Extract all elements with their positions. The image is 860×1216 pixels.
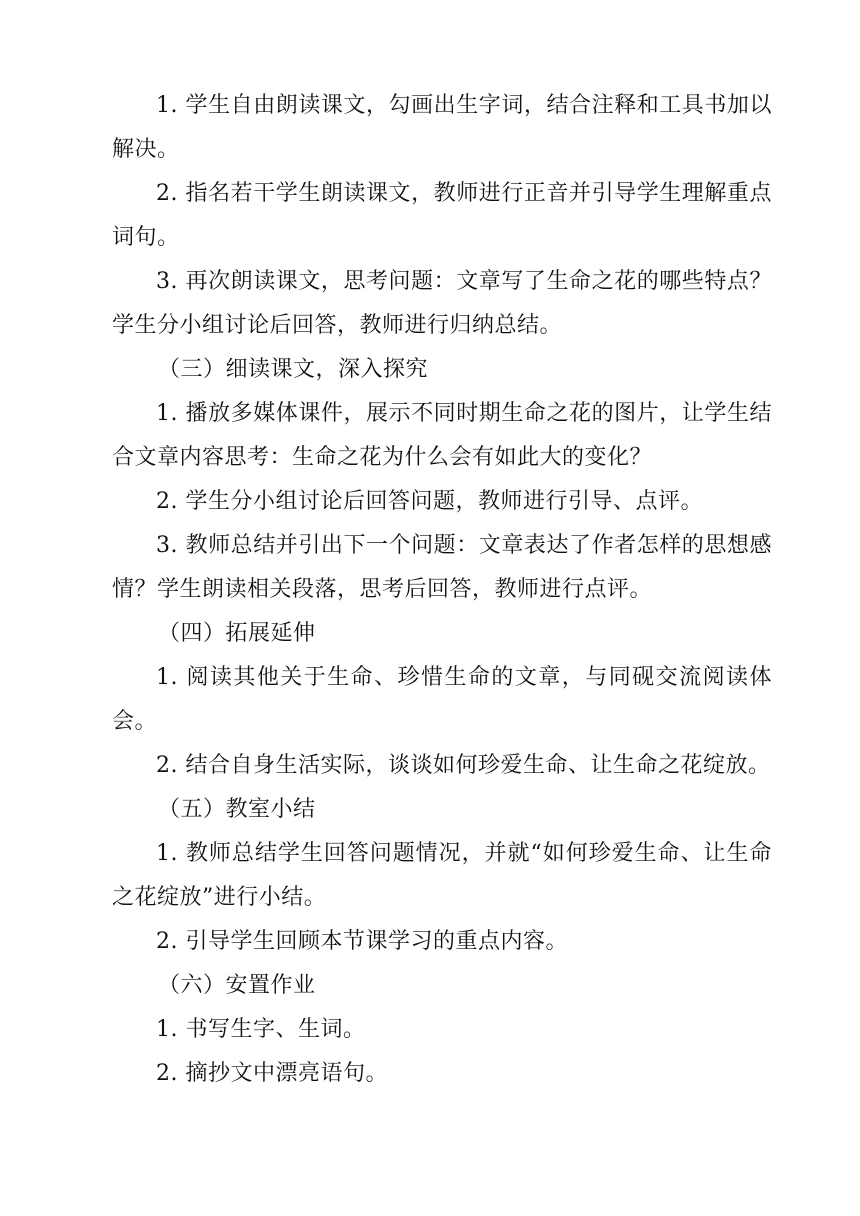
paragraph-reading-2: 2. 指名若干学生朗读课文，教师进行正音并引导学生理解重点词句。 — [112, 181, 772, 250]
section-heading-4: （四）拓展延伸 — [158, 621, 316, 646]
paragraph-explore-3: 3. 教师总结并引出下一个问题：文章表达了作者怎样的思想感情？学生朗读相关段落，思考后回答，教师进行点评。 — [112, 533, 772, 602]
paragraph-extend-2: 2. 结合自身生活实际，谈谈如何珍爱生命、让生命之花绽放。 — [156, 753, 771, 778]
document-body — [112, 84, 772, 1096]
paragraph-summary-1: 1. 教师总结学生回答问题情况，并就“如何珍爱生命、让生命之花绽放”进行小结。 — [112, 841, 772, 910]
section-heading-3: （三）细读课文，深入探究 — [158, 357, 429, 382]
paragraph-homework-2: 2. 摘抄文中漂亮语句。 — [156, 1061, 388, 1086]
paragraph-reading-1: 1. 学生自由朗读课文，勾画出生字词，结合注释和工具书加以解决。 — [112, 93, 772, 162]
section-heading-6: （六）安置作业 — [158, 973, 316, 998]
paragraph-explore-2: 2. 学生分小组讨论后回答问题，教师进行引导、点评。 — [156, 489, 703, 514]
paragraph-summary-2: 2. 引导学生回顾本节课学习的重点内容。 — [156, 929, 568, 954]
paragraph-extend-1: 1. 阅读其他关于生命、珍惜生命的文章，与同砚交流阅读体会。 — [112, 665, 772, 734]
paragraph-reading-3: 3. 再次朗读课文，思考问题：文章写了生命之花的哪些特点？学生分小组讨论后回答，教师进行归纳总结。 — [112, 269, 772, 338]
paragraph-homework-1: 1. 书写生字、生词。 — [156, 1017, 366, 1042]
section-heading-5: （五）教室小结 — [158, 797, 316, 822]
paragraph-explore-1: 1. 播放多媒体课件，展示不同时期生命之花的图片，让学生结合文章内容思考：生命之花为什么会有如此大的变化？ — [112, 401, 772, 470]
